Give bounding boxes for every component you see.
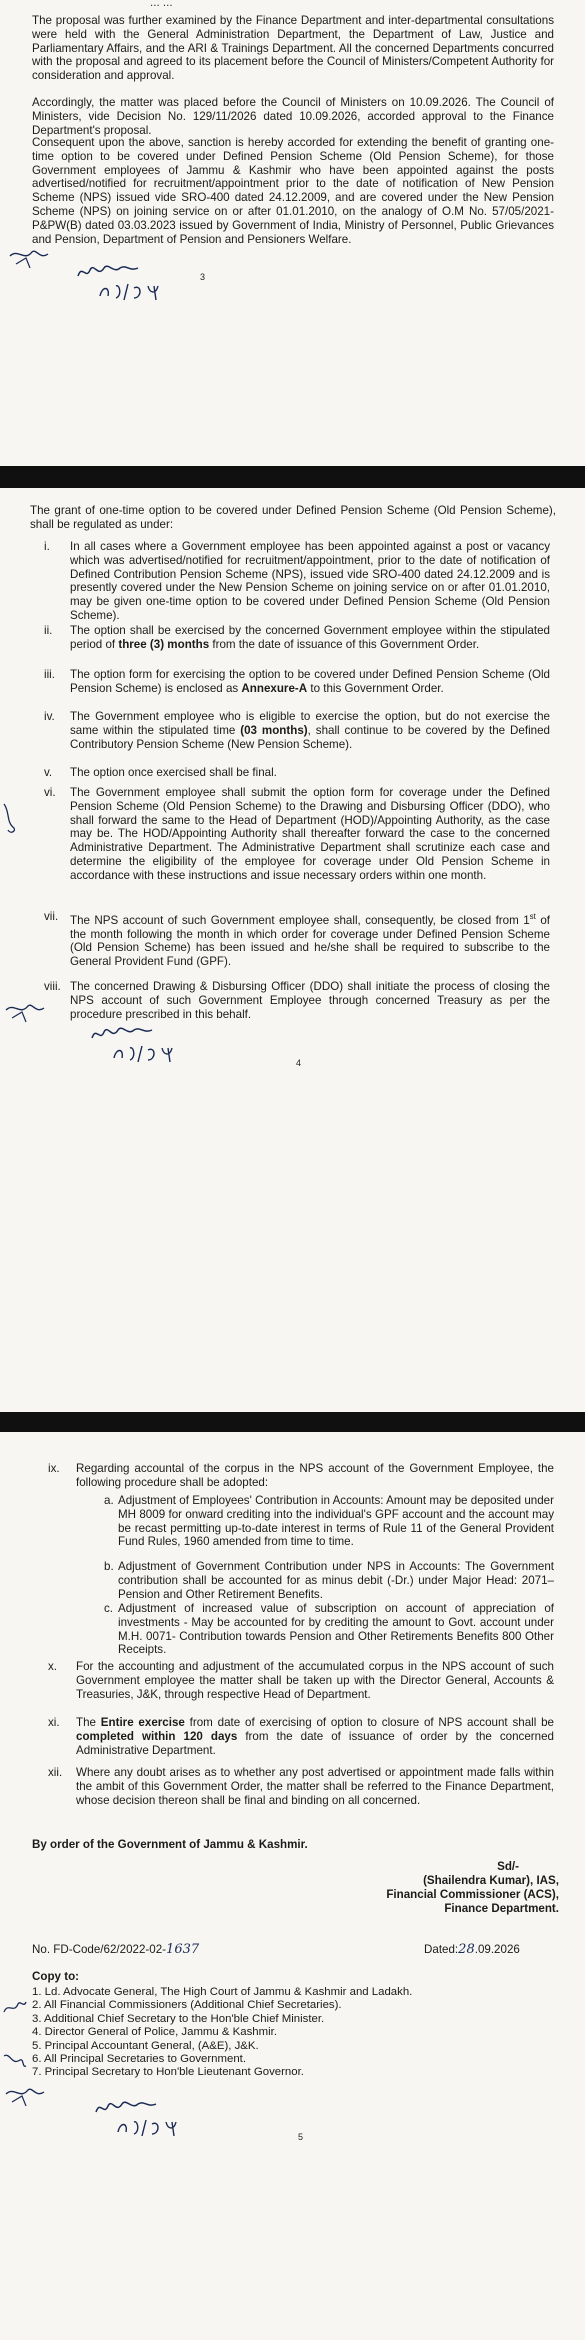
page-number: 3 — [200, 272, 206, 282]
item-number: vii. — [44, 910, 59, 923]
item-text: The option shall be exercised by the concerned Government employee within the stipulated period of three (3) months from the date of issuance of this Government Order. — [70, 624, 550, 651]
signatory-block — [386, 1860, 559, 1916]
list-item: 1. Ld. Advocate General, The High Court of Jammu & Kashmir and Ladakh. — [32, 1986, 413, 1998]
item-number: vi. — [44, 786, 56, 799]
signatory-designation: Financial Commissioner (ACS), — [386, 1888, 559, 1901]
item-text: The option form for exercising the option to be covered under Defined Pension Scheme (Old Pension Scheme) is enclosed as Annexure-A to this Government Order. — [70, 668, 550, 695]
list-item: 7. Principal Secretary to Hon'ble Lieutenant Governor. — [32, 2066, 304, 2079]
item-number: x. — [48, 1660, 58, 1673]
order-line: By order of the Government of Jammu & Kashmir. — [32, 1838, 308, 1851]
item-text: The NPS account of such Government employee shall, consequently, be closed from 1st of the month following the month in which order for coverage under Defined Pension Scheme (Old Pension Scheme) has been issued and he/she shall be required to subscribe to the General Provident Fund (GPF). — [70, 912, 551, 969]
page-number: 4 — [296, 1058, 302, 1068]
list-item: 6. All Principal Secretaries to Government. — [32, 2053, 246, 2066]
item-text: The concerned Drawing & Disbursing Officer (DDO) shall initiate the process of closing the NPS account of such Government Employee through concerned Treasury as per the procedure prescribed in this behalf. — [70, 980, 550, 1021]
item-text: Regarding accountal of the corpus in the NPS account of the Government Employee, the following procedure shall be adopted: — [76, 1462, 554, 1489]
paragraph-consultations: The proposal was further examined by the Finance Department and inter-departmental consultations were held with the General Administration Department, the Department of Law, Justice and Parliamentary Affairs, and the ARI & Trainings Department. All the concerned Departments concurred with the proposal and agreed to its placement before the Council of Ministers/Competent Authority for consideration and approval. — [32, 14, 554, 83]
initials-mark — [6, 244, 52, 274]
list-item: 3. Additional Chief Secretary to the Hon'ble Chief Minister. — [32, 2012, 325, 2025]
item-number: viii. — [44, 980, 61, 993]
page-separator — [0, 1412, 585, 1432]
subitem-letter: b. — [104, 1560, 114, 1573]
item-text: In all cases where a Government employee has been appointed against a post or vacancy which was advertised/notified for recruitment/appointment, prior to the date of notification of Defined Contribution Pension Scheme (NPS), issued vide SRO-400 dated 24.12.2009 and is presently covered under the New Pension Scheme on joining service on or after 01.01.2010, may be given one-time option to be covered under Defined Pension Scheme (Old Pension Scheme). — [70, 540, 550, 622]
subitem-text: Adjustment of increased value of subscription on account of appreciation of investments - May be accounted for by crediting the amount to Govt. account under M.H. 0071- Contribution towards Pension and Other Retirements Benefits 800 Other Receipts. — [118, 1602, 554, 1657]
initials-mark — [2, 2082, 48, 2112]
margin-mark — [0, 2048, 30, 2074]
page-separator — [0, 466, 585, 488]
item-text: The Government employee shall submit the option form for coverage under the Defined Pension Scheme (Old Pension Scheme) to the Drawing and Disbursing Officer (DDO), who shall forward the same to the Head of Department (HOD)/Appointing Authority, as the case may be. The HOD/Appointing Authority shall thereafter forward the case to the concerned Administrative Department. The Administrative Department shall scrutinize each case and determine the eligibility of the employee for coverage under Old Pension Scheme in accordance with these instructions and issue necessary orders within one month. — [70, 786, 550, 882]
item-number: i. — [44, 540, 50, 553]
subitem-letter: a. — [104, 1494, 114, 1507]
item-text: Where any doubt arises as to whether any post advertised or appointment made falls within the ambit of this Government Order, the matter shall be referred to the Finance Department, whose decision thereon shall be final and binding on all concerned. — [76, 1766, 554, 1807]
subitem-text: Adjustment of Government Contribution under NPS in Accounts: The Government contribution shall be accounted for as minus debit (-Dr.) under Major Head: 2071– Pension and Other Retirement Benefits. — [118, 1560, 554, 1601]
cut-off-heading: ... ... — [150, 0, 173, 9]
item-text: For the accounting and adjustment of the accumulated corpus in the NPS account of such Government employee the matter shall be taken up with the Director General, Accounts & Treasuries, J&K, through respective Head of Department. — [76, 1660, 554, 1701]
signatory-department: Finance Department. — [444, 1902, 559, 1915]
item-number: xii. — [48, 1766, 63, 1779]
paragraph-sanction: Consequent upon the above, sanction is hereby accorded for extending the benefit of granting one-time option to be covered under Defined Pension Scheme (Old Pension Scheme), for those Government employees of Jammu & Kashmir who have been appointed against the posts advertised/notified for recruitment/appointment prior to the date of notification of New Pension Scheme (NPS) issued vide SRO-400 dated 24.12.2009, and are covered under the New Pension Scheme (NPS) on joining service on or after 01.01.2010, on the analogy of O.M No. 57/05/2021-P&PW(B) dated 03.03.2023 issued by Government of India, Ministry of Personnel, Public Grievances and Pension, Department of Pension and Pensioners Welfare. — [32, 136, 554, 246]
item-text: The Government employee who is eligible to exercise the option, but do not exercise the same within the stipulated time (03 months), shall continue to be covered by the Defined Contributory Pension Scheme (New Pension Scheme). — [70, 710, 551, 751]
handwritten-signature-date — [72, 256, 182, 304]
document-page-5 — [0, 1432, 585, 2340]
subitem-text: Adjustment of Employees' Contribution in Accounts: Amount may be deposited under MH 8009 for onward crediting into the individual's GPF account and the account may be recast permitting up-to-date interest in terms of Rule 11 of the General Provident Fund Rules, 1960 amended from time to time. — [118, 1494, 554, 1549]
item-text: The Entire exercise from date of exercising of option to closure of NPS account shall be completed within 120 days from the date of issuance of order by the concerned Administrative Department. — [76, 1716, 554, 1757]
reference-number: No. FD-Code/62/2022-02-1637 — [32, 1942, 200, 1957]
copy-to-label: Copy to: — [32, 1970, 80, 1983]
document-page-4 — [0, 488, 585, 1412]
item-text: The option once exercised shall be final. — [70, 766, 277, 779]
item-number: ii. — [44, 624, 53, 637]
subitem-letter: c. — [104, 1602, 114, 1615]
document-page-3 — [0, 0, 585, 466]
item-number: xi. — [48, 1716, 60, 1729]
item-number: v. — [44, 766, 53, 779]
regulation-intro: The grant of one-time option to be covered under Defined Pension Scheme (Old Pension Scheme), shall be regulated as under: — [30, 504, 556, 531]
handwritten-signature-date — [86, 1018, 196, 1066]
item-number: ix. — [48, 1462, 60, 1475]
sd-mark: Sd/- — [497, 1860, 519, 1873]
page-number: 5 — [298, 2132, 304, 2142]
initials-mark — [2, 998, 48, 1028]
list-item: 4. Director General of Police, Jammu & Kashmir. — [32, 2026, 277, 2039]
signatory-name: (Shailendra Kumar), IAS, — [423, 1874, 559, 1887]
copy-to-list — [32, 1986, 552, 2080]
order-date: Dated:28.09.2026 — [424, 1942, 520, 1957]
list-item: 2. All Financial Commissioners (Additional Chief Secretaries). — [32, 1999, 342, 2012]
margin-mark — [0, 1992, 30, 2020]
paragraph-council-decision: Accordingly, the matter was placed before the Council of Ministers on 10.09.2026. The Council of Ministers, vide Decision No. 129/11/2026 dated 10.09.2026, accorded approval to the Finance Department's proposal. — [32, 96, 554, 137]
list-item: 5. Principal Accountant General, (A&E), J&K. — [32, 2039, 259, 2052]
margin-mark — [0, 798, 22, 838]
item-number: iv. — [44, 710, 55, 723]
handwritten-signature-date — [90, 2092, 200, 2140]
item-number: iii. — [44, 668, 55, 681]
